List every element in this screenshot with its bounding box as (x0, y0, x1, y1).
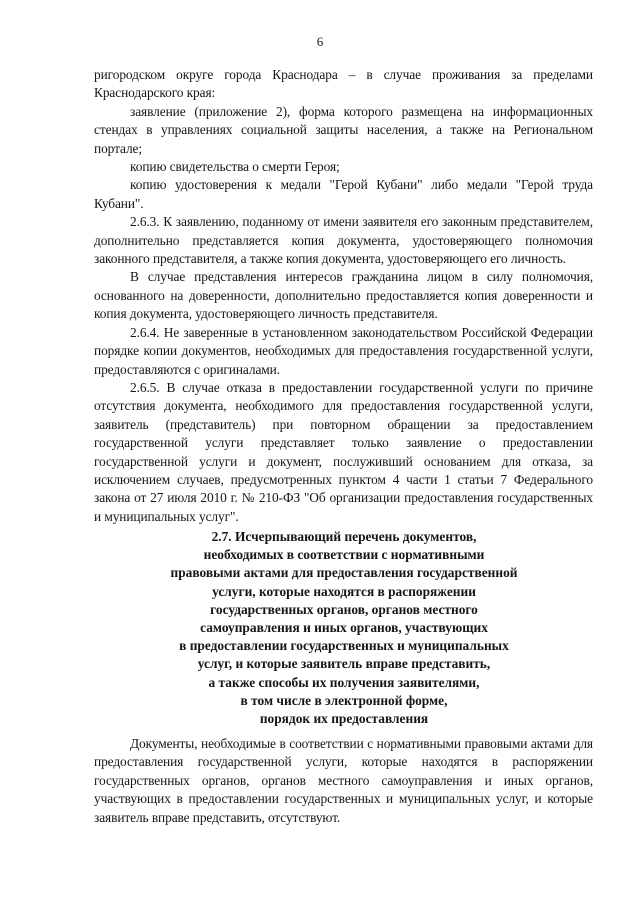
page-number: 6 (316, 34, 324, 49)
body-text-upper (94, 66, 593, 526)
paragraph-continuation: ригородском округе города Краснодара – в случае проживания за пределами Краснодарского края: (94, 67, 593, 101)
paragraph-2-6-4: 2.6.4. Не заверенные в установленном законодательством Российской Федерации порядке копии документов, необходимых для предоставления государственной услуги, предоставляются с оригиналами. (94, 324, 593, 377)
paragraph-application: заявление (приложение 2), форма которого размещена на информационных стендах в управлениях социальной защиты населения, а также на Региональном портале; (94, 103, 593, 156)
heading-line: самоуправления и иных органов, участвующих (200, 620, 488, 636)
heading-line: а также способы их получения заявителями, (208, 674, 480, 690)
body-text-lower (94, 735, 593, 827)
heading-line: услуги, которые находятся в распоряжении (212, 583, 476, 599)
heading-line: в том числе в электронной форме, (240, 692, 448, 708)
heading-line: порядок их предоставления (259, 711, 429, 727)
heading-line: в предоставлении государственных и муниципальных (179, 638, 509, 654)
paragraph-death-certificate: копию свидетельства о смерти Героя; (130, 159, 340, 175)
paragraph-power-of-attorney: В случае представления интересов гражданина лицом в силу полномочия, основанного на доверенности, дополнительно предоставляется копия доверенности и копия документа, удостоверяющего личность представителя. (94, 269, 593, 322)
paragraph-2-6-3: 2.6.3. К заявлению, поданному от имени заявителя его законным представителем, дополнительно представляется копия документа, удостоверяющего полномочия законного представителя, а также копия документа, удостоверяющего его личность. (94, 214, 593, 267)
heading-line: необходимых в соответствии с нормативными (203, 547, 485, 563)
section-heading-2-7 (124, 528, 564, 728)
paragraph-medal-certificate: копию удостоверения к медали "Герой Кубани" либо медали "Герой труда Кубани". (94, 177, 593, 211)
heading-line: 2.7. Исчерпывающий перечень документов, (211, 529, 477, 544)
heading-line: правовыми актами для предоставления государственной (170, 565, 518, 581)
heading-line: услуг, и которые заявитель вправе представить, (197, 656, 491, 672)
paragraph-documents-absent: Документы, необходимые в соответствии с нормативными правовыми актами для предоставления государственной услуги, которые находятся в распоряжении государственных органов, органов местного самоуправления и иных органов, участвующих в предоставлении государственных и муниципальных услуг, и которые заявитель вправе представить, отсутствуют. (94, 736, 593, 825)
heading-line: государственных органов, органов местного (210, 601, 478, 617)
paragraph-2-6-5: 2.6.5. В случае отказа в предоставлении государственной услуги по причине отсутствия документа, необходимого для предоставления государственной услуги, заявитель (представитель) при повторном обращении за предоставлением государственной услуги представляет только заявление о предоставлении государственной услуги и документ, послуживший основанием для отказа, за исключением случаев, предусмотренных пунктом 4 части 1 статьи 7 Федерального закона от 27 июля 2010 г. № 210-ФЗ "Об организации предоставления государственных и муниципальных услуг". (94, 379, 593, 524)
